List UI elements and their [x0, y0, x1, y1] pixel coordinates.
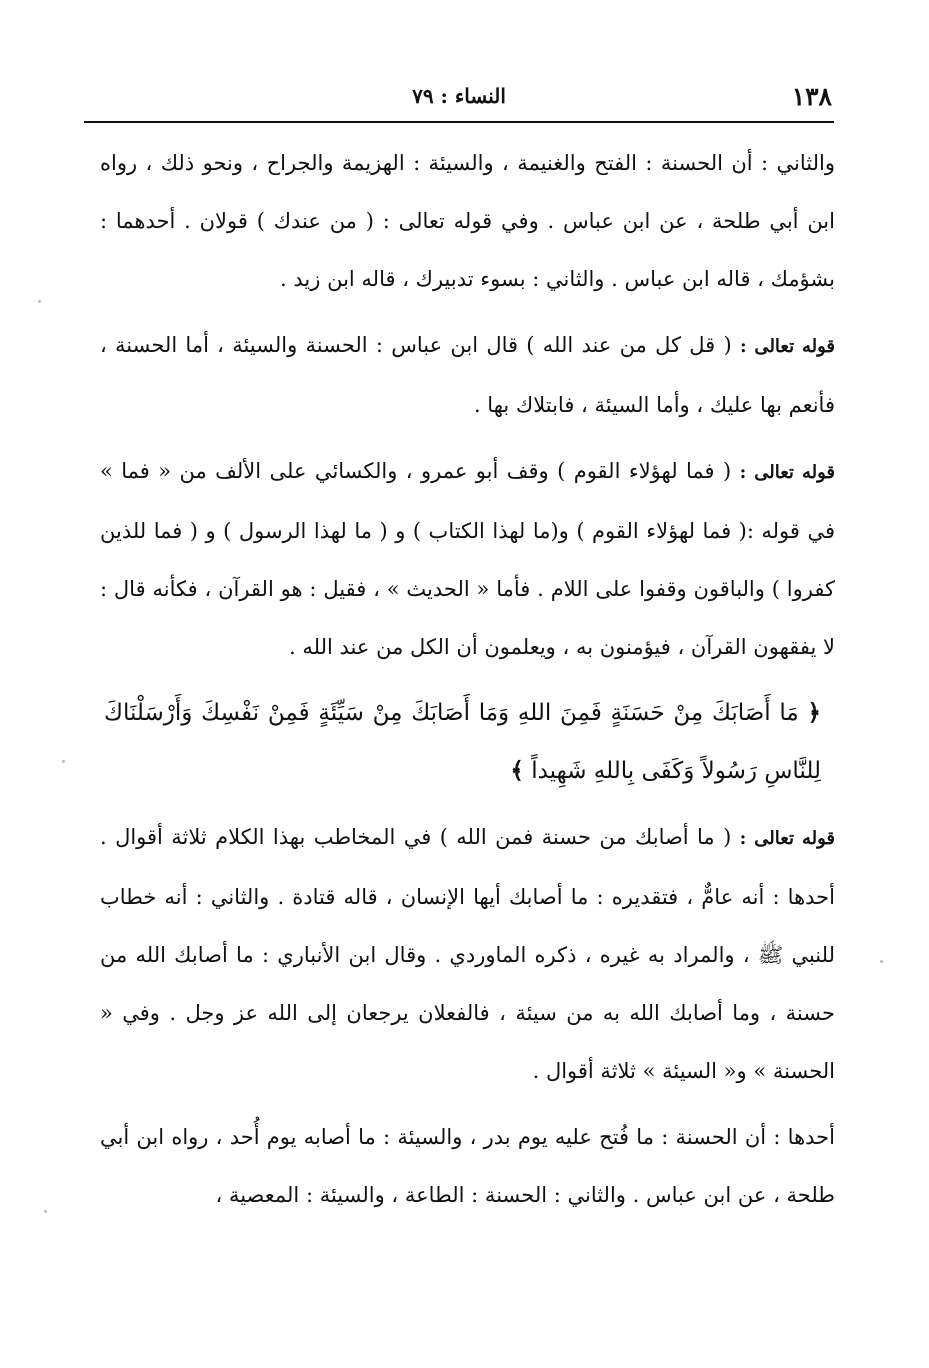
- page-body: [100, 134, 835, 1232]
- paragraph-2-lead: قوله تعالى :: [739, 336, 835, 357]
- paragraph-3-lead: قوله تعالى :: [739, 462, 835, 483]
- verse-close-bracket: ﴾: [510, 757, 524, 784]
- scan-speck: [880, 960, 883, 963]
- paragraph-5-text: أحدها : أن الحسنة : ما فُتح عليه يوم بدر ، والسيئة : ما أصابه يوم أُحد ، رواه ابن أبي طلحة ، عن ابن عباس . والثاني : الحسنة : الطاعة ، والسيئة : المعصية ،: [100, 1125, 835, 1207]
- paragraph-1: [100, 134, 835, 308]
- paragraph-1-text: والثاني : أن الحسنة : الفتح والغنيمة ، والسيئة : الهزيمة والجراح ، ونحو ذلك ، رواه ابن أبي طلحة ، عن ابن عباس . وفي قوله تعالى : ( من عندك ) قولان . أحدهما : بشؤمك ، قاله ابن عباس . والثاني : بسوء تدبيرك ، قاله ابن زيد .: [100, 151, 835, 291]
- paragraph-3-text: ( فما لهؤلاء القوم ) وقف أبو عمرو ، والكسائي على الألف من « فما » في قوله :( فما لهؤلاء القوم ) و(ما لهذا الكتاب ) و ( ما لهذا الرسول ) و ( فما للذين كفروا ) والباقون وقفوا على اللام . فأما « الحديث » ، فقيل : هو القرآن ، فكأنه قال : لا يفقهون القرآن ، فيؤمنون به ، ويعلمون أن الكل من عند الله .: [100, 459, 835, 659]
- scan-speck: [62, 760, 65, 763]
- paragraph-4-text: ( ما أصابك من حسنة فمن الله ) في المخاطب بهذا الكلام ثلاثة أقوال . أحدها : أنه عامٌّ ، فتقديره : ما أصابك أيها الإنسان ، قاله قتادة . والثاني : أنه خطاب للنبي ﷺ ، والمراد به غيره ، ذكره الماوردي . وقال ابن الأنباري : ما أصابك الله من حسنة ، وما أصابك الله به من سيئة ، فالفعلان يرجعان إلى الله عز وجل . وفي « الحسنة » و« السيئة » ثلاثة أقوال .: [100, 825, 835, 1083]
- header-rule: [84, 121, 834, 123]
- paragraph-4: [100, 808, 835, 1100]
- paragraph-2-text: ( قل كل من عند الله ) قال ابن عباس : الحسنة والسيئة ، أما الحسنة ، فأنعم بها عليك ، وأما السيئة ، فابتلاك بها .: [100, 333, 835, 417]
- paragraph-5: [100, 1108, 835, 1224]
- running-head: النساء : ٧٩: [412, 84, 506, 108]
- paragraph-4-lead: قوله تعالى :: [739, 828, 835, 849]
- paragraph-3: [100, 442, 835, 676]
- verse-text: مَا أَصَابَكَ مِنْ حَسَنَةٍ فَمِنَ اللهِ وَمَا أَصَابَكَ مِنْ سَيِّئَةٍ فَمِنْ نَفْسِكَ وَأَرْسَلْنَاكَ لِلنَّاسِ رَسُولاً وَكَفَى بِاللهِ شَهِيداً: [104, 700, 821, 784]
- scan-speck: [44, 1210, 47, 1213]
- verse-open-bracket: ﴿: [807, 699, 822, 726]
- paragraph-2: [100, 316, 835, 434]
- scan-speck: [38, 300, 41, 303]
- quran-verse: [100, 684, 835, 800]
- page-number: ١٣٨: [791, 82, 832, 111]
- page-header: [86, 78, 832, 114]
